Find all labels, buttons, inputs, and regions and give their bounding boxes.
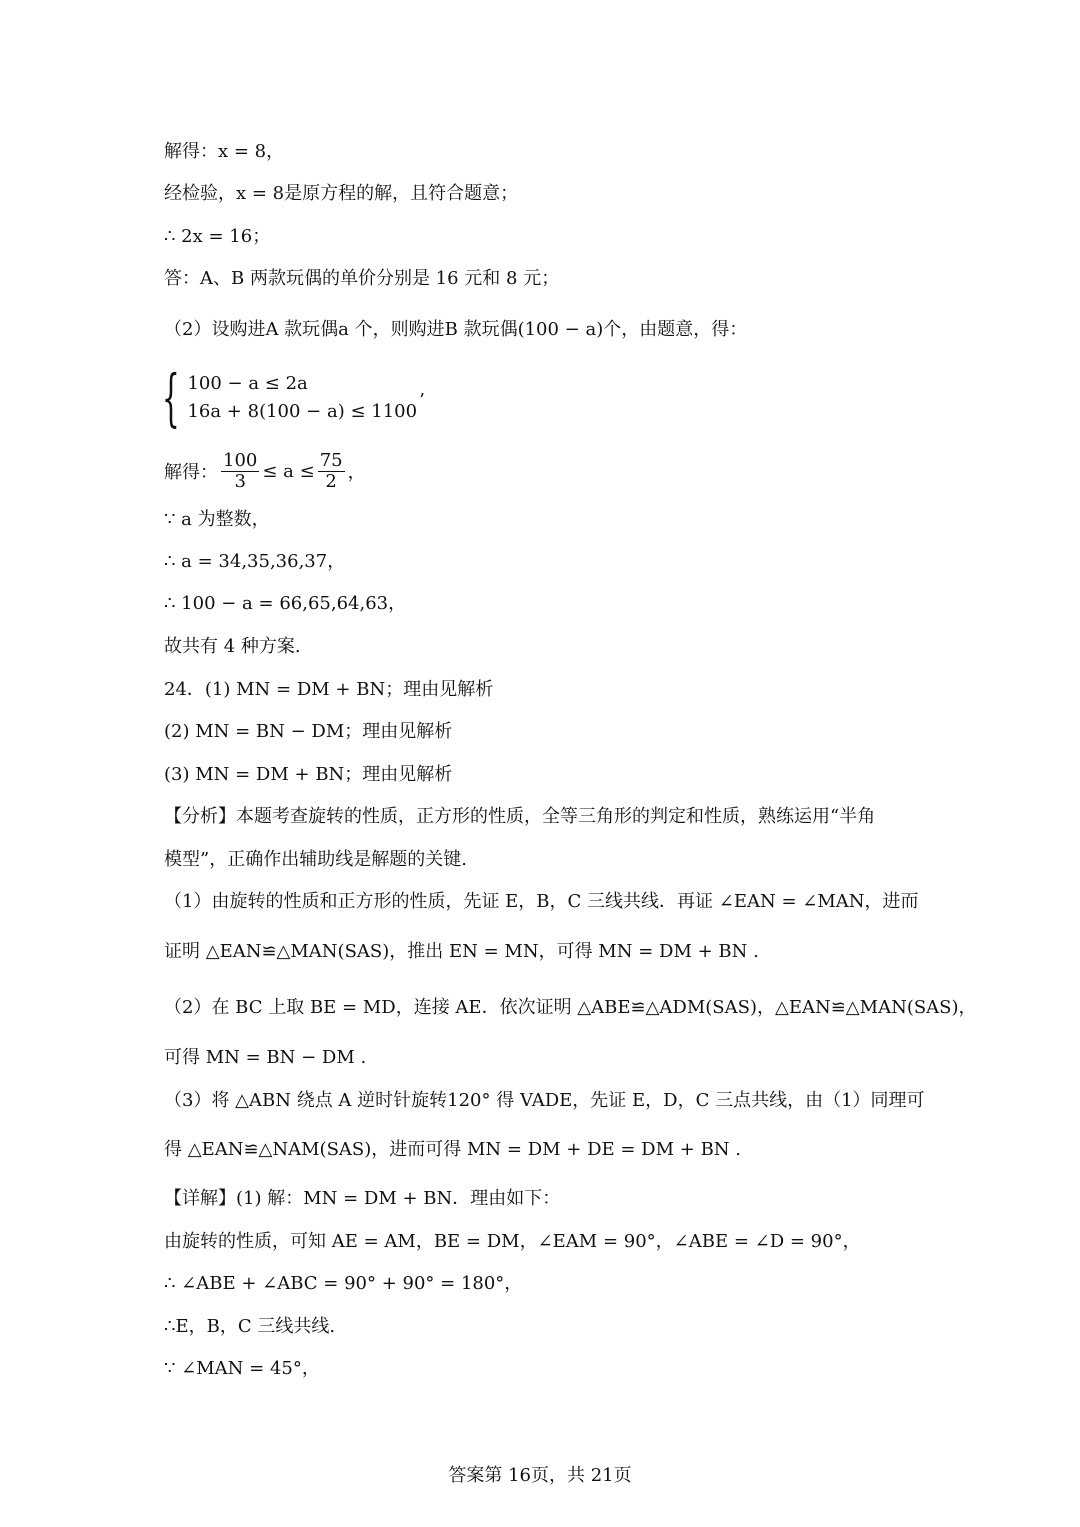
analysis-part1-line-1: （1）由旋转的性质和正方形的性质，先证 E，B，C 三线共线．再证 ∠EAN = ∠MAN，进而 bbox=[164, 891, 919, 912]
q24-part1-answer: 24．(1) MN = DM + BN；理由见解析 bbox=[164, 679, 494, 700]
inequality-row-2: 16a + 8(100 − a) ≤ 1100 bbox=[187, 401, 418, 422]
plan-count-line: 故共有 4 种方案. bbox=[164, 636, 301, 657]
page-footer: 答案第 16页，共 21页 bbox=[448, 1465, 632, 1486]
detail-line-1: 由旋转的性质，可知 AE = AM，BE = DM，∠EAM = 90°，∠ABE = ∠D = 90°， bbox=[164, 1231, 861, 1252]
analysis-line-1: 【分析】本题考查旋转的性质，正方形的性质，全等三角形的判定和性质，熟练运用“半角 bbox=[164, 806, 876, 827]
fraction-solution-line bbox=[164, 448, 366, 494]
analysis-part1-line-2: 证明 △EAN≌△MAN(SAS)，推出 EN = MN，可得 MN = DM + BN . bbox=[164, 941, 759, 962]
system-punctuation: ’ bbox=[419, 389, 425, 411]
q24-part2-answer: (2) MN = BN − DM；理由见解析 bbox=[164, 721, 453, 742]
fraction-middle: ≤ a ≤ bbox=[262, 460, 315, 482]
q24-part3-answer: (3) MN = DM + BN；理由见解析 bbox=[164, 764, 453, 785]
analysis-part2-line-1: （2）在 BC 上取 BE = MD，连接 AE．依次证明 △ABE≌△ADM(SAS)，△EAN≌△MAN(SAS)， bbox=[164, 997, 977, 1018]
fraction-1-denominator: 3 bbox=[234, 470, 246, 492]
fraction-2 bbox=[318, 451, 345, 492]
brace-icon: { bbox=[162, 361, 180, 434]
fraction-suffix: ， bbox=[347, 462, 366, 483]
analysis-part3-line-1: （3）将 △ABN 绕点 A 逆时针旋转120° 得 VADE，先证 E，D，C 三点共线，由（1）同理可 bbox=[164, 1090, 925, 1111]
verification-line: 经检验，x = 8是原方程的解，且符合题意； bbox=[164, 183, 519, 204]
analysis-part2-line-2: 可得 MN = BN − DM . bbox=[164, 1047, 367, 1068]
fraction-2-numerator: 75 bbox=[319, 449, 343, 471]
analysis-part3-line-2: 得 △EAN≌△NAM(SAS)，进而可得 MN = DM + DE = DM + BN . bbox=[164, 1139, 741, 1160]
analysis-line-2: 模型”，正确作出辅助线是解题的关键. bbox=[164, 849, 467, 870]
inequality-row-1: 100 − a ≤ 2a bbox=[187, 373, 308, 394]
inequality-system bbox=[162, 361, 425, 434]
part2-setup-line: （2）设购进A 款玩偶a 个，则购进B 款玩偶(100 − a)个，由题意，得： bbox=[164, 319, 748, 340]
fraction-prefix: 解得： bbox=[164, 462, 218, 483]
fraction-1 bbox=[221, 451, 259, 492]
b-values-line: ∴ 100 − a = 66,65,64,63， bbox=[164, 593, 407, 614]
answer-line: 答：A、B 两款玩偶的单价分别是 16 元和 8 元； bbox=[164, 268, 560, 289]
result-line: ∴ 2x = 16； bbox=[164, 226, 271, 247]
detail-heading-line: 【详解】(1) 解：MN = DM + BN．理由如下： bbox=[164, 1188, 561, 1209]
detail-line-4: ∵ ∠MAN = 45°， bbox=[164, 1358, 320, 1379]
detail-line-3: ∴E，B，C 三线共线. bbox=[164, 1316, 336, 1337]
solution-line: 解得：x = 8， bbox=[164, 141, 285, 162]
integer-condition-line: ∵ a 为整数， bbox=[164, 509, 270, 530]
detail-line-2: ∴ ∠ABE + ∠ABC = 90° + 90° = 180°， bbox=[164, 1273, 523, 1294]
fraction-1-numerator: 100 bbox=[223, 449, 258, 471]
fraction-2-denominator: 2 bbox=[325, 470, 337, 492]
a-values-line: ∴ a = 34,35,36,37， bbox=[164, 551, 346, 572]
